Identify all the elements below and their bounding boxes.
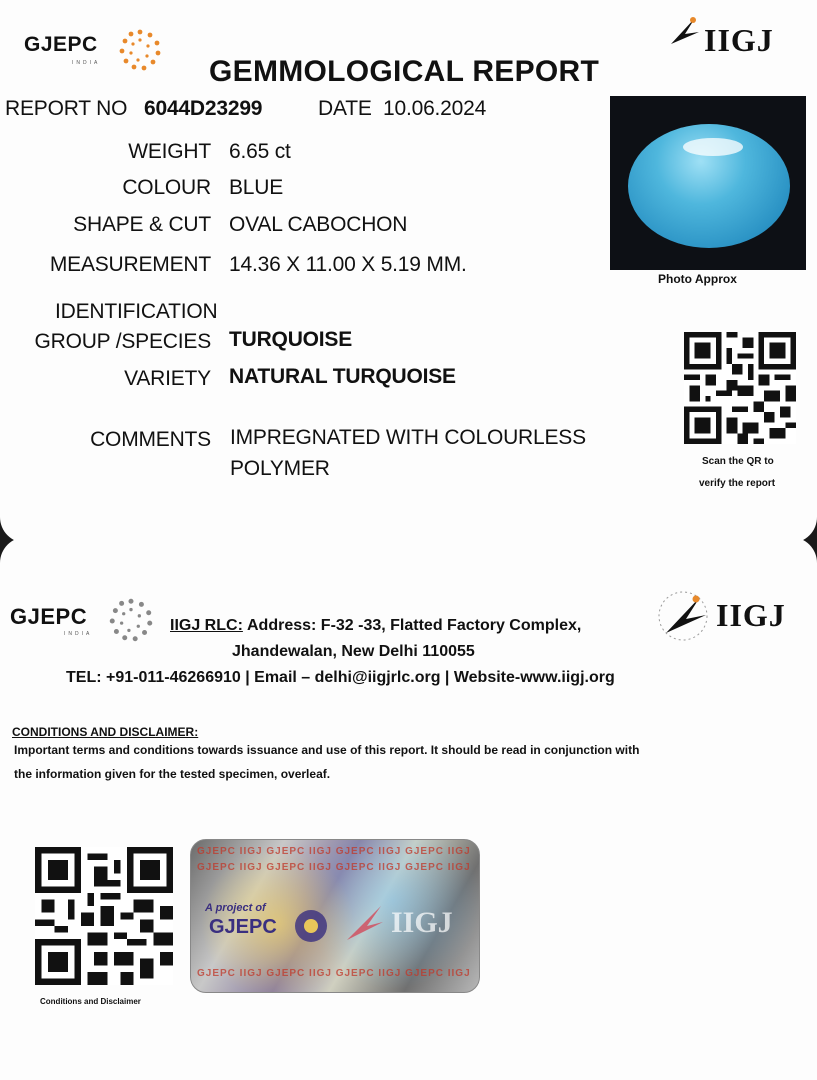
iigj-logo-text: IIGJ bbox=[704, 22, 774, 58]
hologram-flower-icon bbox=[291, 906, 331, 946]
report-title: GEMMOLOGICAL REPORT bbox=[209, 55, 600, 88]
qr-code-icon-back bbox=[35, 847, 173, 985]
date-label: DATE bbox=[318, 97, 372, 120]
hologram-row-top: GJEPC IIGJ GJEPC IIGJ GJEPC IIGJ GJEPC IIGJ bbox=[197, 846, 471, 857]
stone-highlight bbox=[683, 138, 743, 156]
hologram-iigj-text: IIGJ bbox=[391, 906, 453, 939]
qr-caption-line2: verify the report bbox=[699, 478, 776, 489]
hologram-gjepc-logo: GJEPC bbox=[209, 916, 277, 938]
hologram-star-icon bbox=[341, 900, 385, 944]
identification-label: IDENTIFICATION bbox=[55, 300, 218, 323]
group-label: GROUP /SPECIES bbox=[34, 330, 211, 353]
address-label: IIGJ RLC: bbox=[170, 617, 243, 634]
photo-caption: Photo Approx bbox=[658, 272, 737, 286]
qr-code-icon bbox=[684, 332, 796, 444]
hologram-project-text: A project of bbox=[205, 902, 266, 914]
hologram-row-2: GJEPC IIGJ GJEPC IIGJ GJEPC IIGJ GJEPC IIGJ bbox=[197, 862, 471, 873]
conditions-line1: Important terms and conditions towards issuance and use of this report. It should be read in conjunction with bbox=[14, 743, 640, 757]
report-no-label: REPORT NO bbox=[5, 97, 128, 120]
turquoise-stone-image bbox=[628, 124, 790, 248]
hologram-sticker bbox=[190, 839, 480, 993]
gjepc-logo-sub: INDIA bbox=[72, 60, 101, 66]
report-back-card bbox=[0, 537, 817, 1080]
measurement-value: 14.36 X 11.00 X 5.19 MM. bbox=[229, 253, 467, 276]
gjepc-logo-text-back: GJEPC bbox=[10, 604, 88, 629]
conditions-title: CONDITIONS AND DISCLAIMER: bbox=[12, 725, 199, 739]
qr-caption-line1: Scan the QR to bbox=[702, 456, 774, 467]
iigj-star-icon bbox=[665, 14, 701, 50]
shape-label: SHAPE & CUT bbox=[73, 213, 211, 236]
hologram-row-bottom: GJEPC IIGJ GJEPC IIGJ GJEPC IIGJ GJEPC IIGJ bbox=[197, 968, 471, 979]
measurement-label: MEASUREMENT bbox=[49, 253, 211, 276]
iigj-logo-text-back: IIGJ bbox=[716, 597, 786, 633]
conditions-line2: the information given for the tested specimen, overleaf. bbox=[14, 767, 331, 781]
comments-line1: IMPREGNATED WITH COLOURLESS bbox=[230, 426, 586, 449]
comments-line2: POLYMER bbox=[230, 457, 330, 480]
colour-value: BLUE bbox=[229, 176, 284, 199]
address-line2: Jhandewalan, New Delhi 110055 bbox=[232, 643, 475, 660]
gjepc-logo bbox=[24, 33, 98, 57]
gjepc-sun-icon-back bbox=[106, 595, 156, 645]
verify-qr-code[interactable] bbox=[684, 332, 796, 444]
conditions-qr-caption: Conditions and Disclaimer bbox=[40, 997, 141, 1006]
variety-label: VARIETY bbox=[124, 367, 211, 390]
weight-value: 6.65 ct bbox=[229, 140, 291, 163]
contact-line: TEL: +91-011-46266910 | Email – delhi@iigjrlc.org | Website-www.iigj.org bbox=[66, 669, 615, 686]
report-no-value: 6044D23299 bbox=[144, 97, 263, 120]
variety-value: NATURAL TURQUOISE bbox=[229, 365, 456, 388]
colour-label: COLOUR bbox=[122, 176, 211, 199]
gjepc-logo-sub-back: INDIA bbox=[64, 631, 93, 637]
gjepc-logo-text: GJEPC bbox=[24, 33, 98, 56]
group-value: TURQUOISE bbox=[229, 328, 353, 351]
shape-value: OVAL CABOCHON bbox=[229, 213, 408, 236]
weight-label: WEIGHT bbox=[128, 140, 211, 163]
gem-photo bbox=[610, 96, 806, 270]
conditions-qr-code[interactable] bbox=[35, 847, 173, 985]
comments-label: COMMENTS bbox=[90, 428, 211, 451]
date-value: 10.06.2024 bbox=[383, 97, 487, 120]
gjepc-sun-icon bbox=[116, 26, 164, 74]
address-line1: Address: F-32 -33, Flatted Factory Complex, bbox=[247, 617, 582, 634]
iigj-star-icon-back bbox=[656, 589, 710, 643]
